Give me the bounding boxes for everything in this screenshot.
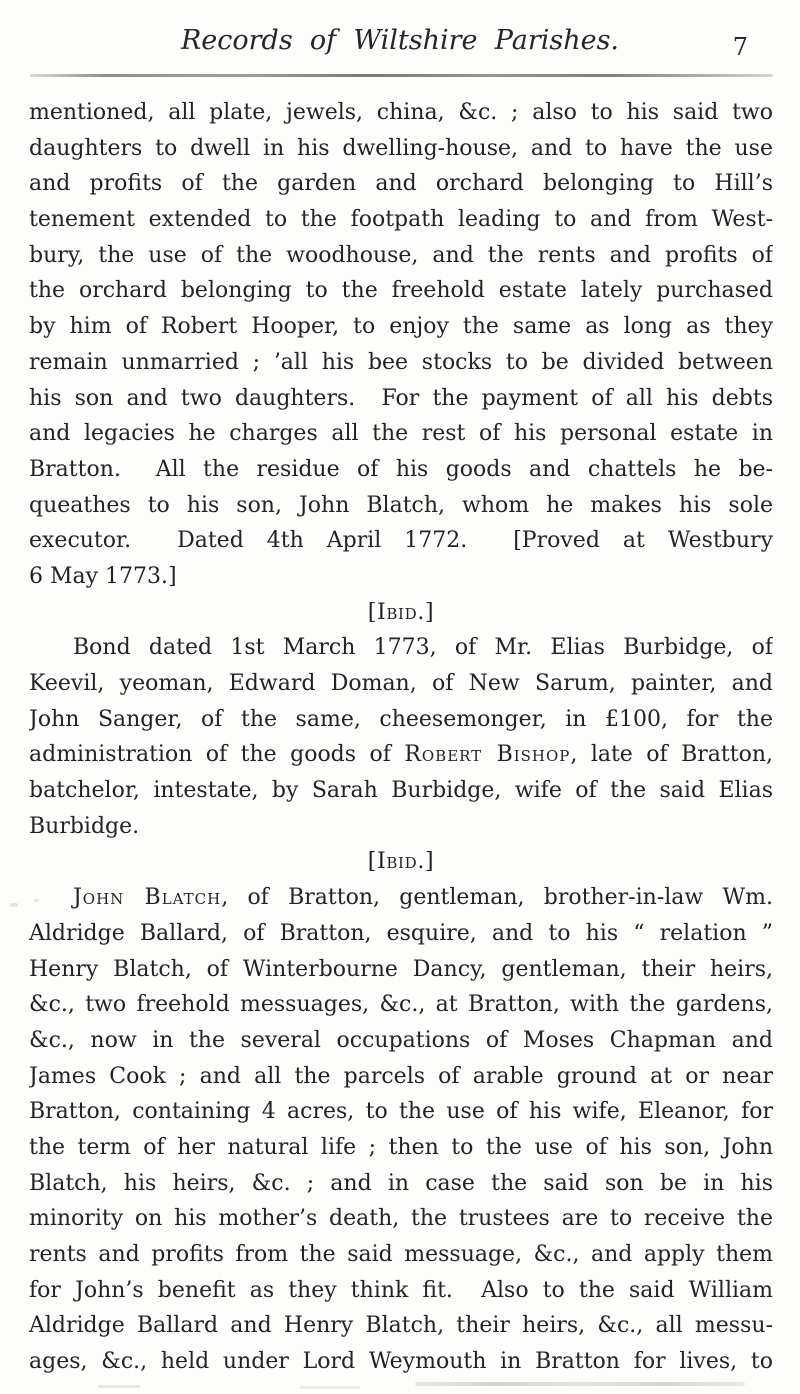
text-line: Keevil, yeoman, Edward Doman, of New Sarum, painter, and bbox=[29, 671, 773, 696]
text-line: and legacies he charges all the rest of his personal estate in bbox=[29, 421, 773, 447]
page-header bbox=[0, 24, 800, 68]
text-line: his son and two daughters. For the payment of all his debts bbox=[29, 385, 773, 411]
scan-artifact bbox=[300, 1386, 360, 1389]
text-line: Henry Blatch, of Winterbourne Dancy, gentleman, their heirs, bbox=[29, 956, 773, 982]
text-line: Bratton, containing 4 acres, to the use of his wife, Eleanor, for bbox=[29, 1099, 773, 1125]
text-segment: , of Bratton, gentleman, brother-in-law Wm. bbox=[221, 885, 773, 911]
text-line: Aldridge Ballard, of Bratton, esquire, and to his “ relation ” bbox=[29, 920, 773, 946]
page-number: 7 bbox=[732, 33, 748, 61]
text-line: John Sanger, of the same, cheesemonger, in £100, for the bbox=[29, 706, 773, 732]
text-line: remain unmarried ; ’all his bee stocks to be divided between bbox=[29, 349, 773, 375]
small-caps-name: Robert Bishop bbox=[404, 742, 571, 768]
ibid-heading: [Ibid.] bbox=[367, 849, 435, 875]
text-line: &c., two freehold messuages, &c., at Bratton, with the gardens, bbox=[29, 992, 773, 1018]
text-line: batchelor, intestate, by Sarah Burbidge, wife of the said Elias bbox=[29, 778, 773, 804]
text-line bbox=[29, 737, 773, 773]
text-segment: , late of Bratton, bbox=[570, 742, 773, 768]
text-line: Bratton. All the residue of his goods and chattels he be- bbox=[29, 456, 773, 482]
text-line: Bond dated 1st March 1773, of Mr. Elias Burbidge, of bbox=[73, 635, 773, 661]
text-line: bury, the use of the woodhouse, and the rents and profits of bbox=[29, 242, 773, 268]
scan-artifact bbox=[415, 1382, 745, 1386]
text-line: Blatch, his heirs, &c. ; and in case the said son be in his bbox=[29, 1170, 773, 1196]
text-line: ages, &c., held under Lord Weymouth in Bratton for lives, to bbox=[29, 1349, 773, 1375]
text-line: &c., now in the several occupations of Moses Chapman and bbox=[29, 1027, 773, 1053]
text-line: 6 May 1773.] bbox=[29, 563, 177, 589]
text-line: daughters to dwell in his dwelling-house, and to have the use bbox=[29, 135, 773, 161]
text-line: minority on his mother’s death, the trustees are to receive the bbox=[29, 1206, 773, 1232]
page-body bbox=[29, 95, 773, 1380]
text-line: Burbidge. bbox=[29, 813, 140, 839]
text-line: by him of Robert Hooper, to enjoy the same as long as they bbox=[29, 314, 773, 340]
text-line: Aldridge Ballard and Henry Blatch, their heirs, &c., all messu- bbox=[29, 1313, 773, 1339]
text-line bbox=[29, 880, 773, 916]
scan-artifact bbox=[34, 899, 39, 902]
header-rule bbox=[30, 74, 773, 77]
small-caps-name: John Blatch bbox=[73, 885, 222, 911]
running-title: Records of Wiltshire Parishes. bbox=[180, 25, 620, 56]
text-line: mentioned, all plate, jewels, china, &c. ; also to his said two bbox=[29, 100, 773, 125]
text-line: James Cook ; and all the parcels of arable ground at or near bbox=[29, 1063, 773, 1089]
text-line: rents and profits from the said messuage, &c., and apply them bbox=[29, 1242, 773, 1267]
text-line: queathes to his son, John Blatch, whom he makes his sole bbox=[29, 492, 773, 518]
text-line: the term of her natural life ; then to the use of his son, John bbox=[29, 1134, 773, 1160]
text-line: tenement extended to the footpath leading to and from West- bbox=[29, 207, 773, 233]
text-segment: administration of the goods of bbox=[29, 742, 405, 768]
ibid-heading: [Ibid.] bbox=[367, 599, 435, 625]
scan-artifact bbox=[10, 903, 18, 907]
text-line: for John’s benefit as they think fit. Also to the said William bbox=[29, 1277, 773, 1303]
text-line: and profits of the garden and orchard belonging to Hill’s bbox=[29, 171, 773, 197]
text-line: executor. Dated 4th April 1772. [Proved at Westbury bbox=[29, 528, 773, 554]
scan-artifact bbox=[98, 1385, 140, 1388]
text-line: the orchard belonging to the freehold estate lately purchased bbox=[29, 278, 773, 304]
